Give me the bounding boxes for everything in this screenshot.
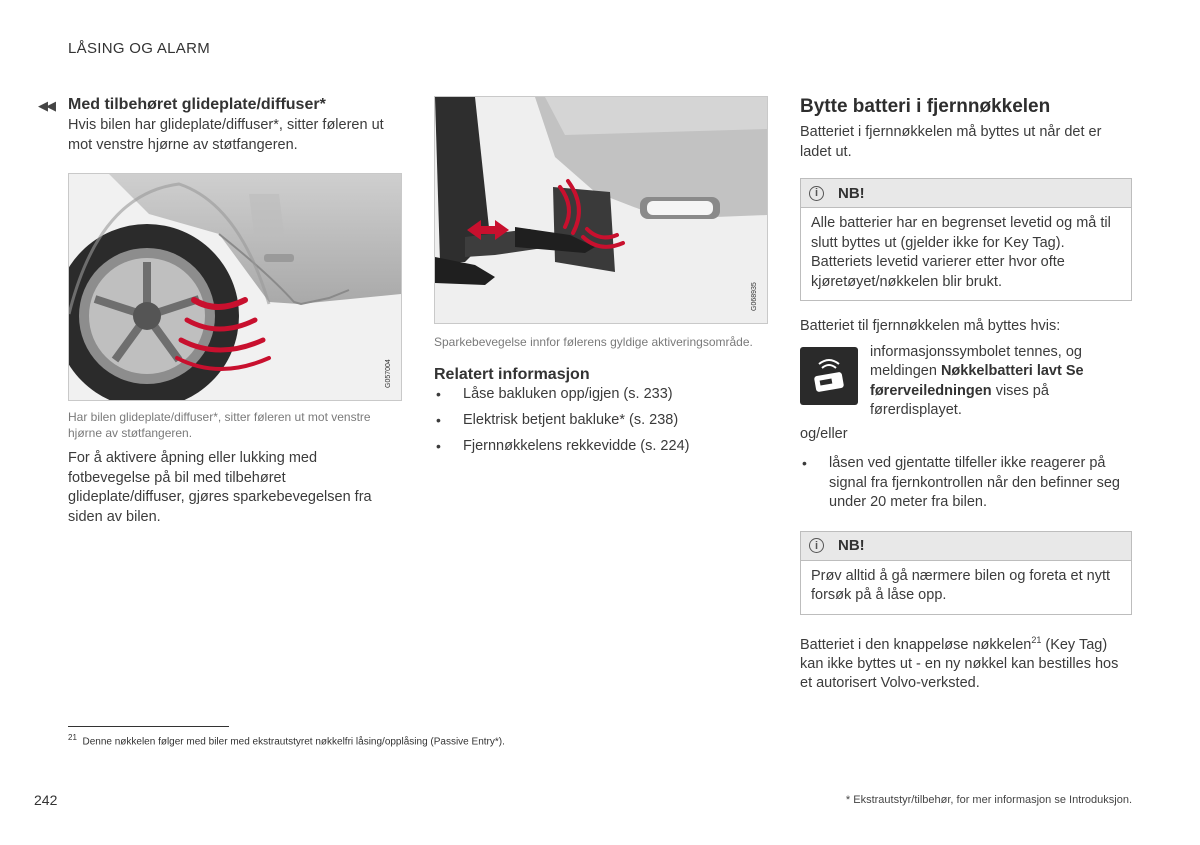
note-box [800,531,1132,615]
and-or-text: og/eller [800,425,848,442]
note-label: NB! [838,184,865,202]
note-label: NB! [838,537,865,554]
sensor-location-figure [68,173,402,401]
related-links-list [434,381,768,459]
footnote-divider [68,726,229,727]
message-text: Nøkkelbatteri lavt Se førerveiledningen [870,363,1084,399]
page-footer-note: * Ekstrautstyr/tilbehør, for mer informasjon se Introduksjon. [845,794,1132,806]
keyless-text: Batteriet i den knappeløse nøkkelen$^{21}$ (Key Tag) kan ikke byttes ut - en ny nøkkel kan bestilles hos et autorisert Volvo-verksted. [800,634,1119,692]
condition-bullet: • låsen ved gjentatte tilfeller ikke reagerer på signal fra fjernkontrollen når den befinner seg under 20 meter fra bilen. [800,454,1132,513]
symbol-row [800,343,1132,421]
note-text: Alle batterier har en begrenset levetid og må til slutt byttes ut (gjelder ikke for Key Tag). Batteriets levetid varierer etter hvor ofte kjøretøyet/nøkkelen blir brukt. [811,215,1111,290]
figure-code: G057004 [385,359,392,388]
left-column [68,96,402,527]
footnote [68,733,505,747]
kick-motion-illustration [435,97,767,323]
note-box [800,178,1132,301]
battery-subtitle: Batteriet i fjernnøkkelen må byttes ut når det er ladet ut. [800,124,1102,160]
footnote-text: Denne nøkkelen følger med biler med ekstrautstyret nøkkelfri låsing/opplåsing (Passive Entry*). [82,736,505,748]
footnote-ref[interactable]: 21 [1031,634,1042,645]
battery-section-title: Bytte batteri i fjernnøkkelen [800,96,1051,117]
page-number: 242 [34,792,58,808]
related-link[interactable]: • Elektrisk betjent bakluke* (s. 238) [434,407,768,433]
figure-caption: Sparkebevegelse innfor følerens gyldige aktiveringsområde. [434,335,753,349]
key-battery-icon [800,347,858,405]
note-header [801,179,1131,208]
related-link[interactable]: • Låse bakluken opp/igjen (s. 233) [434,381,768,407]
car-rear-wheel-illustration [69,174,401,400]
glideplate-intro: Hvis bilen har glideplate/diffuser*, sitter føleren ut mot venstre hjørne av støtfangeren. [68,117,384,153]
footnote-number: 21 [68,733,77,742]
figure-caption: Har bilen glideplate/diffuser*, sitter føleren ut mot venstre hjørne av støtfangeren. [68,410,371,440]
info-icon: i [809,538,824,553]
related-info-heading: Relatert informasjon [434,366,590,383]
info-icon: i [809,186,824,201]
figure-code: G068935 [751,282,758,311]
note-header [801,532,1131,561]
related-link[interactable]: • Fjernnøkkelens rekkevidde (s. 224) [434,433,768,459]
continuation-icon: ◀◀ [38,98,54,113]
glideplate-heading: Med tilbehøret glideplate/diffuser* [68,96,326,113]
right-column [800,96,1132,694]
note-text: Prøv alltid å gå nærmere bilen og foreta et nytt forsøk på å låse opp. [811,567,1111,603]
glideplate-body: For å aktivere åpning eller lukking med fotbevegelse på bil med tilbehøret glideplate/diffuser, gjøres sparkebevegelsen fra siden av bilen. [68,450,372,525]
replace-when-text: Batteriet til fjernnøkkelen må byttes hvis: [800,318,1061,334]
symbol-text: informasjonssymbolet tennes, og meldingen Nøkkelbatteri lavt Se førerveiledningen vises på førerdisplayet. [870,343,1084,418]
kick-motion-figure [434,96,768,324]
middle-column [434,96,768,459]
section-header: LÅSING OG ALARM [68,40,211,57]
